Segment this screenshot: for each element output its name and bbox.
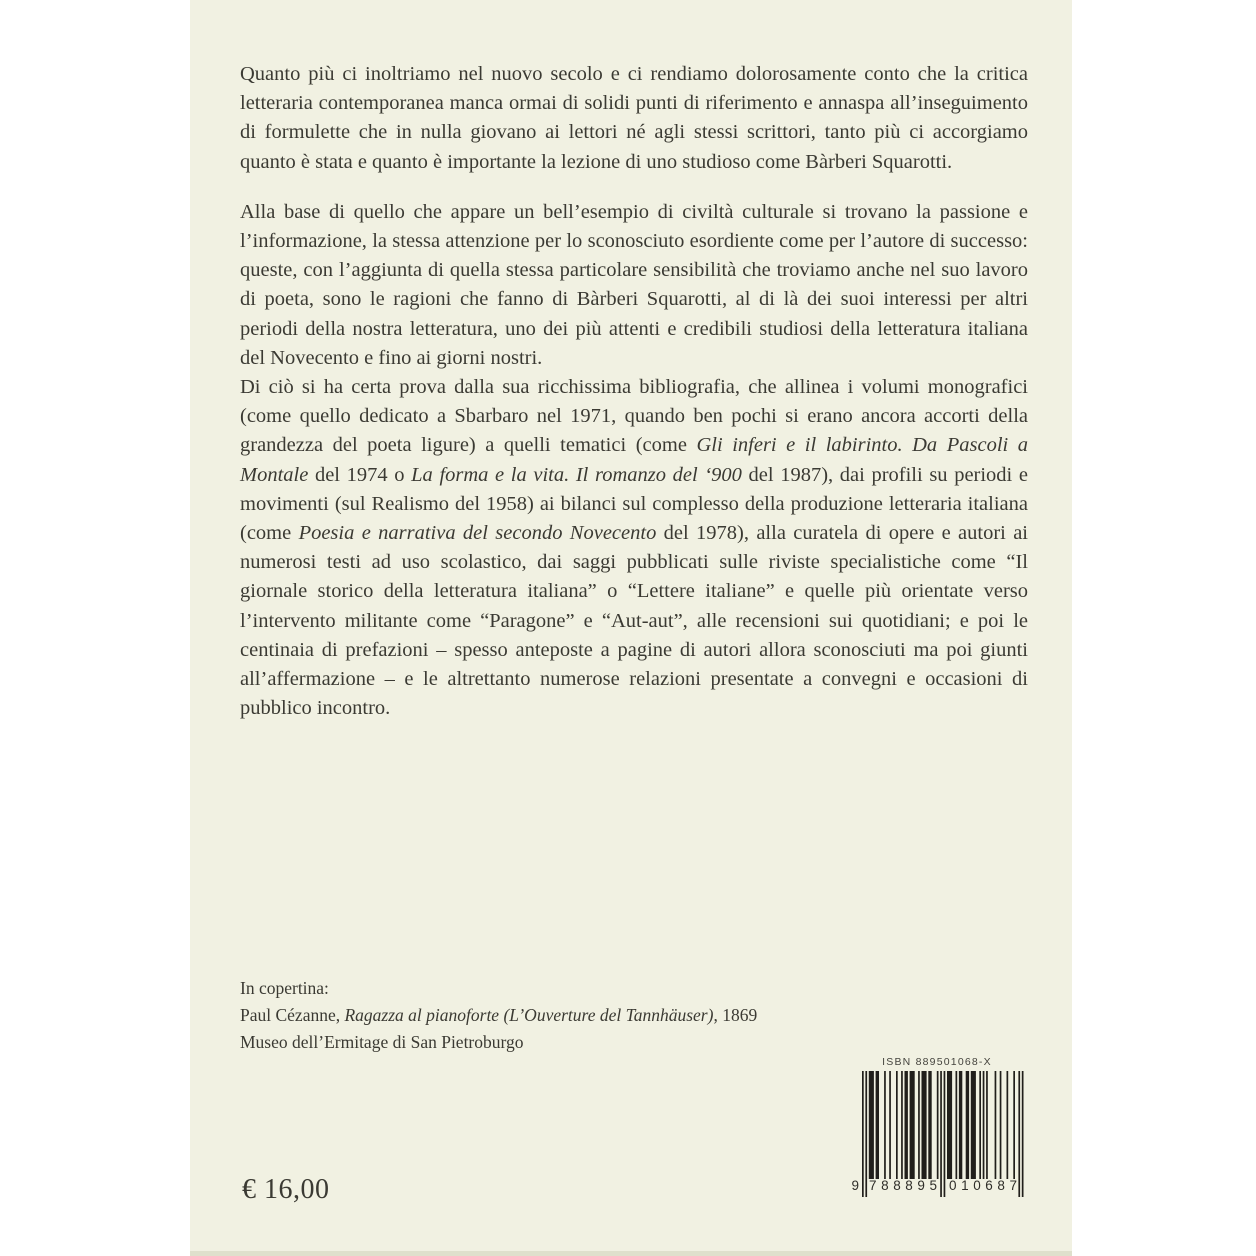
price-label: € 16,00 [242,1174,330,1205]
cover-credits-museum: Museo dell’Ermitage di San Pietroburgo [240,1032,524,1052]
isbn-barcode [846,1056,1028,1197]
blurb-paragraph-2: Alla base di quello che appare un bell’esempio di civiltà culturale si trovano la passione e l’informazione, la stessa attenzione per lo sconosciuto esordiente come per l’autore di successo: queste, con l’aggiunta di quella stessa particolare sensibilità che troviamo anche nel suo lavoro di poeta, sono le ragioni che fanno di Bàrberi Squarotti, al di là dei suoi interessi per altri periodi della nostra letteratura, uno dei più attenti e credibili studiosi della letteratura italiana del Novecento e fino ai giorni nostri. [240,200,1028,369]
barcode-digit-group2: 0 1 0 6 8 7 [949,1178,1017,1193]
barcode-digit-group1: 7 8 8 8 9 5 [869,1178,937,1193]
cover-credits-heading: In copertina: [240,978,329,998]
cover-credits [240,975,757,1056]
barcode-bars [846,1071,1028,1197]
blurb-paragraph-1: Quanto più ci inoltriamo nel nuovo secolo e ci rendiamo dolorosamente conto che la critica letteraria contemporanea manca ormai di solidi punti di riferimento e annaspa all’inseguimento di formulette che in nulla giovano ai lettori né agli stessi scrittori, tanto più ci accorgiamo quanto è stata e quanto è importante la lezione di uno studioso come Bàrberi Squarotti. [240,63,1028,173]
barcode-digits [846,1178,1028,1197]
cover-credits-artwork: Paul Cézanne, Ragazza al pianoforte (L’Ouverture del Tannhäuser), 1869 [240,1005,758,1025]
blurb-paragraph-3: Di ciò si ha certa prova dalla sua ricchissima bibliografia, che allinea i volumi monografici (come quello dedicato a Sbarbaro nel 1971, quando ben pochi si erano ancora accorti della grandezza del poeta ligure) a quelli tematici (come Gli inferi e il labirinto. Da Pascoli a Montale del 1974 o La forma e la vita. Il romanzo del ‘900 del 1987), dai profili su periodi e movimenti (sul Realismo del 1958) ai bilanci sul complesso della produzione letteraria italiana (come Poesia e narrativa del secondo Novecento del 1978), alla curatela di opere e autori ai numerosi testi ad uso scolastico, dai saggi pubblicati sulle riviste specialistiche come “Il giornale storico della letteratura italiana” o “Lettere italiane” e quelle più orientate verso l’intervento militante come “Paragone” e “Aut-aut”, alle recensioni sui quotidiani; e poi le centinaia di prefazioni – spesso anteposte a pagine di autori allora sconosciuti ma poi giunti all’affermazione – e le altrettanto numerose relazioni presentate a convegni e occasioni di pubblico incontro. [240,376,1028,720]
blurb-text-block [240,60,1028,723]
book-back-cover [190,0,1072,1256]
isbn-label: ISBN 889501068-X [882,1056,992,1068]
barcode-digit-first: 9 [851,1178,859,1193]
